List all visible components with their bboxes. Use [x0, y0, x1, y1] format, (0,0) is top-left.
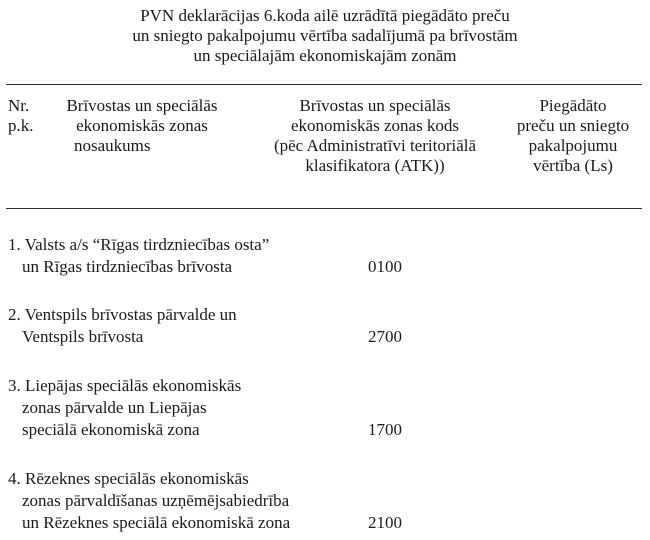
table-row-1-code: 0100 — [368, 257, 402, 276]
table-row-1-name: 1. Valsts a/s “Rīgas tirdzniecības osta” un Rīgas tirdzniecības brīvosta — [8, 235, 270, 276]
header-value: Piegādāto preču un sniegto pakalpojumu vērtība (Ls) — [516, 96, 630, 175]
title-line-3: un speciālajām ekonomiskajām zonām — [193, 46, 457, 65]
table-header-rule — [6, 208, 642, 209]
title-line-1: PVN deklarācijas 6.koda ailē uzrādītā piegādāto preču — [140, 6, 510, 25]
document-title — [0, 6, 650, 66]
table-row-4-name: 4. Rēzeknes speciālās ekonomiskās zonas pārvaldīšanas uzņēmējsabiedrība un Rēzeknes speciālā ekonomiskā zona — [8, 469, 291, 532]
table-row-2-name: 2. Ventspils brīvostas pārvalde un Ventspils brīvosta — [8, 305, 237, 346]
header-name: Brīvostas un speciālās ekonomiskās zonas nosaukums — [66, 96, 218, 155]
header-nr: Nr. p.k. — [8, 96, 34, 135]
title-line-2: un sniegto pakalpojumu vērtība sadalījumā pa brīvostām — [132, 26, 518, 45]
table-row-4-code: 2100 — [368, 513, 402, 532]
table-row-3-code: 1700 — [368, 420, 402, 439]
table-top-rule — [6, 84, 642, 85]
table-row-3-name: 3. Liepājas speciālās ekonomiskās zonas pārvalde un Liepājas speciālā ekonomiskā zona — [8, 376, 242, 439]
table-row-2-code: 2700 — [368, 327, 402, 346]
header-code: Brīvostas un speciālās ekonomiskās zonas kods (pēc Administratīvi teritoriālā klasifikatora (ATK)) — [273, 96, 477, 175]
